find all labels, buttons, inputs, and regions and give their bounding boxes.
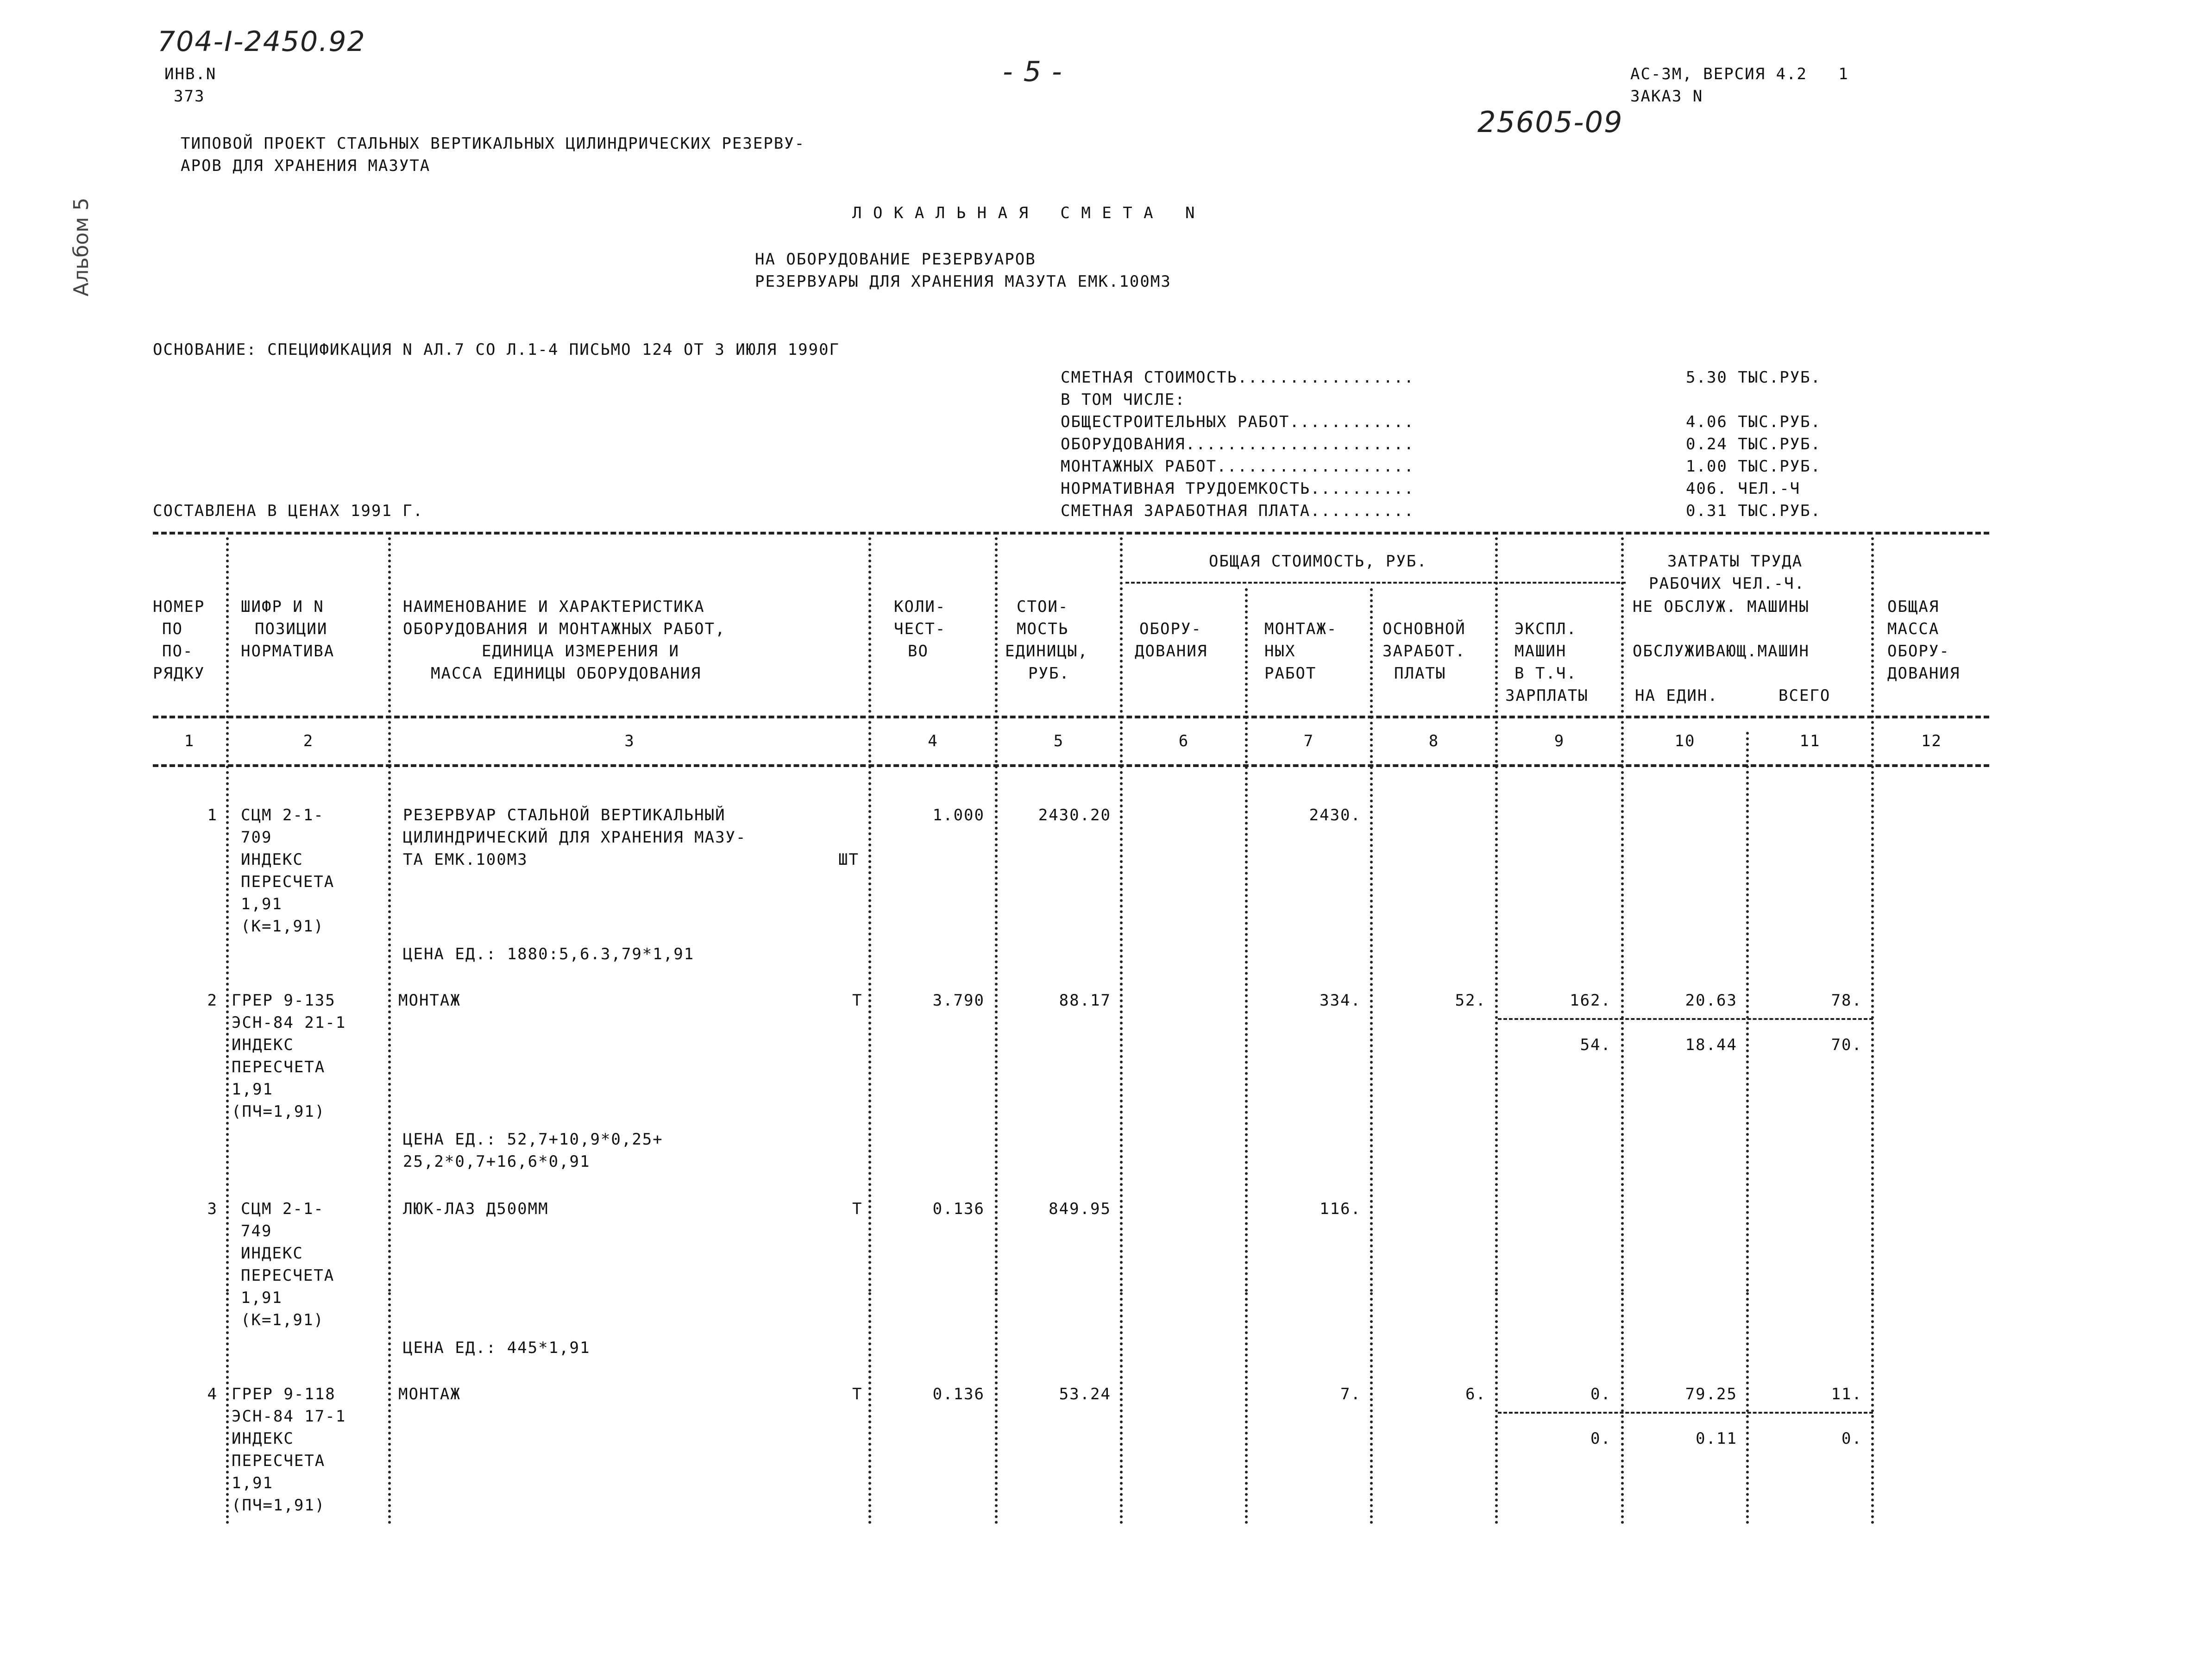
header-qty: КОЛИ- xyxy=(894,598,946,616)
row-code: ИНДЕКС xyxy=(232,1429,294,1448)
column-separator xyxy=(1621,537,1627,1292)
header-mass: ОБЩАЯ xyxy=(1887,598,1940,616)
header-num: РЯДКУ xyxy=(153,664,205,683)
row-quantity: 1.000 xyxy=(932,806,985,824)
row-code: ПЕРЕСЧЕТА xyxy=(232,1452,326,1470)
row-quantity: 0.136 xyxy=(932,1200,985,1218)
column-number: 9 xyxy=(1554,732,1565,750)
column-separator xyxy=(868,1292,874,1524)
row-subrule xyxy=(1498,1412,1873,1414)
column-separator xyxy=(1621,1292,1627,1524)
row-machine-wage: 54. xyxy=(1580,1036,1611,1054)
header-machines: МАШИН xyxy=(1514,642,1567,661)
column-number: 8 xyxy=(1428,732,1439,750)
project-line-1: ТИПОВОЙ ПРОЕКТ СТАЛЬНЫХ ВЕРТИКАЛЬНЫХ ЦИЛИНДРИЧЕСКИХ РЕЗЕРВУ- xyxy=(181,134,805,153)
header-wage: ПЛАТЫ xyxy=(1394,664,1446,683)
column-number: 6 xyxy=(1178,732,1189,750)
column-separator xyxy=(1495,1292,1501,1524)
row-machines: 0. xyxy=(1590,1385,1611,1403)
row-quantity: 0.136 xyxy=(932,1385,985,1403)
column-separator xyxy=(1746,1292,1752,1524)
row-unit-price: 53.24 xyxy=(1059,1385,1111,1403)
row-labor-total: 78. xyxy=(1831,991,1862,1010)
column-separator xyxy=(388,537,394,1292)
column-separator xyxy=(995,1292,1000,1524)
row-number: 1 xyxy=(207,806,218,824)
header-price: СТОИ- xyxy=(1017,598,1069,616)
header-price: ЕДИНИЦЫ, xyxy=(1005,642,1088,661)
subtitle-2: РЕЗЕРВУАРЫ ДЛЯ ХРАНЕНИЯ МАЗУТА ЕМК.100М3 xyxy=(755,272,1171,291)
summary-value: 0.31 ТЫС.РУБ. xyxy=(1686,502,1822,520)
header-wage: ОСНОВНОЙ xyxy=(1382,620,1466,638)
row-labor-unit: 20.63 xyxy=(1685,991,1737,1010)
summary-label: СМЕТНАЯ СТОИМОСТЬ................. xyxy=(1061,368,1414,387)
order-label: ЗАКАЗ N xyxy=(1630,87,1703,106)
row-labor-unit-2: 0.11 xyxy=(1696,1429,1737,1448)
row-name: МОНТАЖ xyxy=(398,1385,461,1403)
header-labor-total: ВСЕГО xyxy=(1778,686,1831,705)
header-name: ОБОРУДОВАНИЯ И МОНТАЖНЫХ РАБОТ, xyxy=(403,620,726,638)
column-separator xyxy=(1120,537,1125,1292)
column-separator xyxy=(1871,537,1877,1292)
page-number: - 5 - xyxy=(1003,56,1063,88)
row-code: ИНДЕКС xyxy=(241,850,303,869)
column-number: 2 xyxy=(303,732,314,750)
column-number: 4 xyxy=(928,732,938,750)
header-num: ПО xyxy=(162,620,183,638)
column-number: 7 xyxy=(1303,732,1314,750)
header-bottom-rule xyxy=(153,716,1989,718)
header-mass: ОБОРУ- xyxy=(1887,642,1950,661)
header-num: НОМЕР xyxy=(153,598,205,616)
basis-line: ОСНОВАНИЕ: СПЕЦИФИКАЦИЯ N АЛ.7 СО Л.1-4 ПИСЬМО 124 ОТ 3 ИЮЛЯ 1990Г xyxy=(153,340,840,359)
header-code: НОРМАТИВА xyxy=(241,642,335,661)
row-install-cost: 116. xyxy=(1320,1200,1361,1218)
column-separator xyxy=(1746,732,1752,1292)
summary-label: СМЕТНАЯ ЗАРАБОТНАЯ ПЛАТА.......... xyxy=(1061,502,1414,520)
row-name: ЦИЛИНДРИЧЕСКИЙ ДЛЯ ХРАНЕНИЯ МАЗУ- xyxy=(403,828,747,847)
row-labor-total-2: 0. xyxy=(1841,1429,1862,1448)
column-separator xyxy=(226,537,232,1292)
header-mass: МАССА xyxy=(1887,620,1940,638)
column-separator xyxy=(1120,1292,1125,1524)
header-install: МОНТАЖ- xyxy=(1264,620,1338,638)
column-separator xyxy=(868,537,874,1292)
column-number: 12 xyxy=(1921,732,1942,750)
column-number: 10 xyxy=(1674,732,1696,750)
row-name: МОНТАЖ xyxy=(398,991,461,1010)
header-equip: ОБОРУ- xyxy=(1139,620,1202,638)
row-code: ПЕРЕСЧЕТА xyxy=(241,1266,335,1285)
column-separator xyxy=(226,1292,232,1524)
row-unit: ШТ xyxy=(838,850,859,869)
row-quantity: 3.790 xyxy=(932,991,985,1010)
column-number: 3 xyxy=(624,732,635,750)
header-mass: ДОВАНИЯ xyxy=(1887,664,1961,683)
header-machines: В Т.Ч. xyxy=(1514,664,1577,683)
header-labor-group: ЗАТРАТЫ ТРУДА xyxy=(1667,552,1803,571)
summary-value: 4.06 ТЫС.РУБ. xyxy=(1686,413,1822,431)
row-labor-unit: 79.25 xyxy=(1685,1385,1737,1403)
row-machine-wage: 0. xyxy=(1590,1429,1611,1448)
row-subrule xyxy=(1498,1018,1873,1020)
row-wage: 52. xyxy=(1455,991,1486,1010)
column-separator xyxy=(1370,1292,1376,1524)
inventory-label: ИНВ.N xyxy=(164,65,217,83)
header-wage: ЗАРАБОТ. xyxy=(1382,642,1466,661)
program-version: АС-3М, ВЕРСИЯ 4.2 1 xyxy=(1630,65,1849,83)
header-labor-unit: НА ЕДИН. xyxy=(1635,686,1718,705)
column-separator xyxy=(1245,588,1251,1292)
row-code: 1,91 xyxy=(241,895,283,913)
row-code: ЭСН-84 21-1 xyxy=(232,1013,346,1032)
row-code: СЦМ 2-1- xyxy=(241,806,324,824)
column-separator xyxy=(995,537,1000,1292)
row-code: ИНДЕКС xyxy=(232,1036,294,1054)
row-code: 1,91 xyxy=(232,1474,273,1492)
inventory-number: 373 xyxy=(174,87,205,106)
row-unit: Т xyxy=(852,991,863,1010)
row-code: СЦМ 2-1- xyxy=(241,1200,324,1218)
row-code: (К=1,91) xyxy=(241,1311,324,1329)
subtitle-1: НА ОБОРУДОВАНИЕ РЕЗЕРВУАРОВ xyxy=(755,250,1036,269)
row-code: ПЕРЕСЧЕТА xyxy=(241,873,335,891)
row-price-note: ЦЕНА ЕД.: 1880:5,6.3,79*1,91 xyxy=(403,945,695,963)
order-number: 25605-09 xyxy=(1477,105,1623,139)
row-code: ЭСН-84 17-1 xyxy=(232,1407,346,1426)
row-number: 4 xyxy=(207,1385,218,1403)
column-number: 11 xyxy=(1799,732,1821,750)
column-number: 1 xyxy=(184,732,195,750)
row-code: 1,91 xyxy=(241,1289,283,1307)
header-qty: ЧЕСТ- xyxy=(894,620,946,638)
row-install-cost: 7. xyxy=(1340,1385,1361,1403)
row-unit-price: 2430.20 xyxy=(1038,806,1111,824)
row-price-note: 25,2*0,7+16,6*0,91 xyxy=(403,1152,591,1171)
row-unit-price: 88.17 xyxy=(1059,991,1111,1010)
header-name: МАССА ЕДИНИЦЫ ОБОРУДОВАНИЯ xyxy=(431,664,702,683)
header-code: ПОЗИЦИИ xyxy=(255,620,328,638)
header-labor-sub: ОБСЛУЖИВАЮЩ.МАШИН xyxy=(1633,642,1810,661)
row-number: 3 xyxy=(207,1200,218,1218)
row-code: 709 xyxy=(241,828,272,847)
summary-label: ОБОРУДОВАНИЯ...................... xyxy=(1061,435,1414,453)
price-basis-year: СОСТАВЛЕНА В ЦЕНАХ 1991 Г. xyxy=(153,502,424,520)
column-separator xyxy=(1495,537,1501,1292)
header-qty: ВО xyxy=(908,642,929,661)
row-number: 2 xyxy=(207,991,218,1010)
row-code: ГРЕР 9-135 xyxy=(232,991,336,1010)
header-install: НЫХ xyxy=(1264,642,1296,661)
summary-label: МОНТАЖНЫХ РАБОТ................... xyxy=(1061,457,1414,476)
header-code: ШИФР И N xyxy=(241,598,324,616)
row-unit: Т xyxy=(852,1385,863,1403)
row-code: 1,91 xyxy=(232,1080,273,1099)
summary-label: ОБЩЕСТРОИТЕЛЬНЫХ РАБОТ............ xyxy=(1061,413,1414,431)
column-separator xyxy=(1871,1292,1877,1524)
header-equip: ДОВАНИЯ xyxy=(1135,642,1208,661)
project-line-2: АРОВ ДЛЯ ХРАНЕНИЯ МАЗУТА xyxy=(181,157,431,175)
row-install-cost: 2430. xyxy=(1309,806,1361,824)
row-labor-total-2: 70. xyxy=(1831,1036,1862,1054)
column-separator xyxy=(1370,588,1376,1292)
row-code: ИНДЕКС xyxy=(241,1244,303,1263)
header-name: ЕДИНИЦА ИЗМЕРЕНИЯ И xyxy=(482,642,679,661)
header-price: РУБ. xyxy=(1028,664,1070,683)
row-wage: 6. xyxy=(1465,1385,1486,1403)
row-unit: Т xyxy=(852,1200,863,1218)
row-labor-total: 11. xyxy=(1831,1385,1862,1403)
side-album-mark: Альбом 5 xyxy=(69,197,93,296)
summary-value: 5.30 ТЫС.РУБ. xyxy=(1686,368,1822,387)
row-labor-unit-2: 18.44 xyxy=(1685,1036,1737,1054)
cost-group-rule xyxy=(1125,582,1626,584)
row-unit-price: 849.95 xyxy=(1049,1200,1111,1218)
column-separator xyxy=(388,1292,394,1524)
summary-label: В ТОМ ЧИСЛЕ: xyxy=(1061,390,1186,409)
header-name: НАИМЕНОВАНИЕ И ХАРАКТЕРИСТИКА xyxy=(403,598,705,616)
header-price: МОСТЬ xyxy=(1017,620,1069,638)
document-code: 704-I-2450.92 xyxy=(157,25,366,58)
table-top-rule xyxy=(153,532,1989,535)
header-install: РАБОТ xyxy=(1264,664,1317,683)
row-price-note: ЦЕНА ЕД.: 52,7+10,9*0,25+ xyxy=(403,1130,663,1149)
summary-value: 0.24 ТЫС.РУБ. xyxy=(1686,435,1822,453)
summary-value: 1.00 ТЫС.РУБ. xyxy=(1686,457,1822,476)
row-name: ЛЮК-ЛАЗ Д500ММ xyxy=(403,1200,549,1218)
row-name: ТА ЕМК.100М3 xyxy=(403,850,528,869)
row-code: ПЕРЕСЧЕТА xyxy=(232,1058,326,1076)
row-name: РЕЗЕРВУАР СТАЛЬНОЙ ВЕРТИКАЛЬНЫЙ xyxy=(403,806,726,824)
page-title: Л О К А Л Ь Н А Я С М Е Т А N xyxy=(852,204,1196,222)
header-cost-group: ОБЩАЯ СТОИМОСТЬ, РУБ. xyxy=(1209,552,1427,571)
row-code: (ПЧ=1,91) xyxy=(232,1102,326,1121)
header-labor-sub: НЕ ОБСЛУЖ. МАШИНЫ xyxy=(1633,598,1810,616)
row-code: (ПЧ=1,91) xyxy=(232,1496,326,1515)
colnum-bottom-rule xyxy=(153,764,1989,767)
header-machines: ЭКСПЛ. xyxy=(1514,620,1577,638)
row-code: ГРЕР 9-118 xyxy=(232,1385,336,1403)
header-labor-group: РАБОЧИХ ЧЕЛ.-Ч. xyxy=(1649,574,1805,593)
row-install-cost: 334. xyxy=(1320,991,1361,1010)
summary-label: НОРМАТИВНАЯ ТРУДОЕМКОСТЬ.......... xyxy=(1061,479,1414,498)
column-number: 5 xyxy=(1053,732,1064,750)
row-price-note: ЦЕНА ЕД.: 445*1,91 xyxy=(403,1339,591,1357)
row-code: 749 xyxy=(241,1222,272,1240)
header-machines: ЗАРПЛАТЫ xyxy=(1505,686,1589,705)
row-code: (К=1,91) xyxy=(241,917,324,936)
summary-value: 406. ЧЕЛ.-Ч xyxy=(1686,479,1801,498)
column-separator xyxy=(1245,1292,1251,1524)
row-machines: 162. xyxy=(1570,991,1611,1010)
header-num: ПО- xyxy=(162,642,194,661)
